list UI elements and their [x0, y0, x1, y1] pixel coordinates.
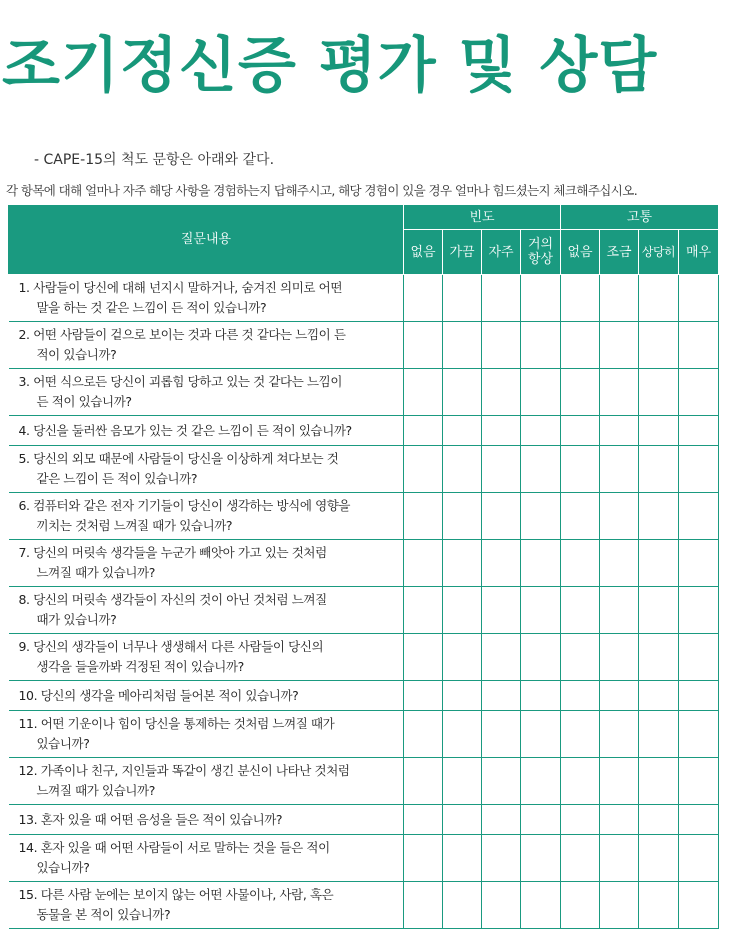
- question-line-2: 말을 하는 것 같은 느낌이 든 적이 있습니까?: [36, 300, 267, 315]
- question-line-1: 3. 어떤 식으로든 당신이 괴롭힘 당하고 있는 것 같다는 느낌이: [18, 374, 342, 389]
- frequency-answer-cell[interactable]: [482, 835, 521, 882]
- question-line-1: 1. 사람들이 당신에 대해 넌지시 말하거나, 숨겨진 의미로 어떤: [18, 280, 342, 295]
- distress-answer-cell[interactable]: [561, 446, 600, 493]
- frequency-option-header: 가끔: [443, 230, 482, 275]
- frequency-answer-cell[interactable]: [482, 416, 521, 446]
- question-text-cell: [9, 493, 404, 540]
- distress-answer-cell[interactable]: [639, 369, 679, 416]
- question-row: [9, 805, 719, 835]
- frequency-answer-cell[interactable]: [521, 416, 561, 446]
- frequency-answer-cell[interactable]: [443, 882, 482, 929]
- distress-answer-cell[interactable]: [679, 587, 719, 634]
- question-line-2: 생각을 들을까봐 걱정된 적이 있습니까?: [36, 659, 244, 674]
- frequency-answer-cell[interactable]: [404, 711, 443, 758]
- distress-answer-cell[interactable]: [679, 835, 719, 882]
- distress-answer-cell[interactable]: [639, 493, 679, 540]
- question-text-cell: [9, 882, 404, 929]
- question-line-1: 2. 어떤 사람들이 겉으로 보이는 것과 다른 것 같다는 느낌이 든: [18, 327, 346, 342]
- frequency-answer-cell[interactable]: [482, 493, 521, 540]
- distress-answer-cell[interactable]: [561, 369, 600, 416]
- question-text-cell: [9, 835, 404, 882]
- frequency-answer-cell[interactable]: [404, 540, 443, 587]
- distress-answer-cell[interactable]: [639, 446, 679, 493]
- distress-answer-cell[interactable]: [561, 493, 600, 540]
- frequency-answer-cell[interactable]: [443, 369, 482, 416]
- distress-answer-cell[interactable]: [561, 681, 600, 711]
- distress-answer-cell[interactable]: [639, 416, 679, 446]
- frequency-answer-cell[interactable]: [482, 711, 521, 758]
- question-row: [9, 416, 719, 446]
- frequency-answer-cell[interactable]: [521, 882, 561, 929]
- frequency-answer-cell[interactable]: [521, 758, 561, 805]
- frequency-answer-cell[interactable]: [443, 805, 482, 835]
- frequency-answer-cell[interactable]: [404, 446, 443, 493]
- distress-answer-cell[interactable]: [600, 369, 639, 416]
- question-text-cell: [9, 322, 404, 369]
- frequency-answer-cell[interactable]: [521, 634, 561, 681]
- frequency-answer-cell[interactable]: [521, 805, 561, 835]
- question-line-1: 4. 당신을 둘러싼 음모가 있는 것 같은 느낌이 든 적이 있습니까?: [18, 422, 352, 438]
- frequency-answer-cell[interactable]: [404, 634, 443, 681]
- question-line-1: 12. 가족이나 친구, 지인들과 똑같이 생긴 분신이 나타난 것처럼: [18, 763, 350, 778]
- frequency-answer-cell[interactable]: [404, 587, 443, 634]
- question-row: [9, 540, 719, 587]
- distress-answer-cell[interactable]: [679, 369, 719, 416]
- distress-answer-cell[interactable]: [600, 493, 639, 540]
- distress-answer-cell[interactable]: [600, 882, 639, 929]
- frequency-answer-cell[interactable]: [404, 322, 443, 369]
- distress-answer-cell[interactable]: [561, 275, 600, 322]
- frequency-answer-cell[interactable]: [443, 446, 482, 493]
- distress-answer-cell[interactable]: [561, 416, 600, 446]
- question-line-1: 7. 당신의 머릿속 생각들을 누군가 빼앗아 가고 있는 것처럼: [18, 545, 327, 560]
- frequency-answer-cell[interactable]: [443, 835, 482, 882]
- question-line-1: 10. 당신의 생각을 메아리처럼 들어본 적이 있습니까?: [18, 687, 299, 703]
- frequency-answer-cell[interactable]: [482, 882, 521, 929]
- distress-answer-cell[interactable]: [679, 758, 719, 805]
- question-row: [9, 275, 719, 322]
- question-text-cell: [9, 681, 404, 711]
- frequency-answer-cell[interactable]: [443, 634, 482, 681]
- frequency-answer-cell[interactable]: [482, 369, 521, 416]
- question-line-1: 15. 다른 사람 눈에는 보이지 않는 어떤 사물이나, 사람, 혹은: [18, 887, 334, 902]
- frequency-answer-cell[interactable]: [482, 805, 521, 835]
- question-line-2: 같은 느낌이 든 적이 있습니까?: [36, 471, 198, 486]
- distress-answer-cell[interactable]: [679, 882, 719, 929]
- frequency-answer-cell[interactable]: [404, 275, 443, 322]
- frequency-answer-cell[interactable]: [521, 322, 561, 369]
- question-row: [9, 634, 719, 681]
- distress-answer-cell[interactable]: [679, 540, 719, 587]
- page-title: 조기정신증 평가 및 상담: [2, 31, 658, 101]
- distress-answer-cell[interactable]: [600, 805, 639, 835]
- question-text-cell: [9, 758, 404, 805]
- question-line-2: 느껴질 때가 있습니까?: [36, 565, 155, 580]
- frequency-answer-cell[interactable]: [443, 758, 482, 805]
- distress-answer-cell[interactable]: [679, 275, 719, 322]
- frequency-answer-cell[interactable]: [404, 681, 443, 711]
- question-row: [9, 493, 719, 540]
- question-line-2: 때가 있습니까?: [36, 612, 117, 627]
- frequency-group-header: 빈도: [404, 205, 561, 230]
- frequency-answer-cell[interactable]: [521, 681, 561, 711]
- distress-answer-cell[interactable]: [639, 540, 679, 587]
- distress-answer-cell[interactable]: [679, 446, 719, 493]
- frequency-answer-cell[interactable]: [443, 587, 482, 634]
- distress-group-header: 고통: [561, 205, 719, 230]
- distress-answer-cell[interactable]: [600, 835, 639, 882]
- distress-answer-cell[interactable]: [639, 634, 679, 681]
- distress-answer-cell[interactable]: [639, 681, 679, 711]
- distress-answer-cell[interactable]: [639, 587, 679, 634]
- question-row: [9, 369, 719, 416]
- frequency-answer-cell[interactable]: [521, 587, 561, 634]
- frequency-answer-cell[interactable]: [521, 369, 561, 416]
- question-list: [9, 275, 719, 929]
- distress-answer-cell[interactable]: [561, 634, 600, 681]
- question-text-cell: [9, 634, 404, 681]
- distress-answer-cell[interactable]: [600, 416, 639, 446]
- frequency-answer-cell[interactable]: [443, 493, 482, 540]
- frequency-answer-cell[interactable]: [404, 882, 443, 929]
- frequency-option-header: 없음: [404, 230, 443, 275]
- question-row: [9, 322, 719, 369]
- frequency-answer-cell[interactable]: [404, 805, 443, 835]
- distress-answer-cell[interactable]: [679, 634, 719, 681]
- frequency-answer-cell[interactable]: [521, 446, 561, 493]
- distress-answer-cell[interactable]: [600, 711, 639, 758]
- frequency-answer-cell[interactable]: [443, 540, 482, 587]
- frequency-answer-cell[interactable]: [482, 758, 521, 805]
- distress-option-header: 상당히: [639, 230, 679, 275]
- cape-15-table: [8, 204, 719, 929]
- distress-answer-cell[interactable]: [639, 882, 679, 929]
- frequency-answer-cell[interactable]: [482, 587, 521, 634]
- distress-answer-cell[interactable]: [600, 322, 639, 369]
- distress-answer-cell[interactable]: [561, 758, 600, 805]
- question-text-cell: [9, 540, 404, 587]
- frequency-answer-cell[interactable]: [404, 416, 443, 446]
- distress-answer-cell[interactable]: [679, 711, 719, 758]
- distress-answer-cell[interactable]: [600, 758, 639, 805]
- frequency-answer-cell[interactable]: [443, 711, 482, 758]
- question-row: [9, 711, 719, 758]
- distress-answer-cell[interactable]: [639, 711, 679, 758]
- question-line-1: 5. 당신의 외모 때문에 사람들이 당신을 이상하게 쳐다보는 것: [18, 451, 339, 466]
- distress-answer-cell[interactable]: [679, 416, 719, 446]
- question-line-1: 8. 당신의 머릿속 생각들이 자신의 것이 아닌 것처럼 느껴질: [18, 592, 327, 607]
- question-line-1: 6. 컴퓨터와 같은 전자 기기들이 당신이 생각하는 방식에 영향을: [18, 498, 351, 513]
- frequency-option-header: 자주: [482, 230, 521, 275]
- question-text-cell: [9, 446, 404, 493]
- frequency-answer-cell[interactable]: [404, 369, 443, 416]
- distress-answer-cell[interactable]: [600, 446, 639, 493]
- frequency-option-header: [521, 230, 561, 275]
- question-line-1: 14. 혼자 있을 때 어떤 사람들이 서로 말하는 것을 들은 적이: [18, 840, 330, 855]
- distress-answer-cell[interactable]: [561, 805, 600, 835]
- frequency-answer-cell[interactable]: [521, 493, 561, 540]
- distress-answer-cell[interactable]: [561, 835, 600, 882]
- question-row: [9, 587, 719, 634]
- frequency-answer-cell[interactable]: [443, 681, 482, 711]
- question-line-1: 9. 당신의 생각들이 너무나 생생해서 다른 사람들이 당신의: [18, 639, 324, 654]
- distress-answer-cell[interactable]: [679, 322, 719, 369]
- distress-option-header: 매우: [679, 230, 719, 275]
- question-row: [9, 835, 719, 882]
- question-row: [9, 681, 719, 711]
- distress-answer-cell[interactable]: [679, 805, 719, 835]
- distress-answer-cell[interactable]: [600, 587, 639, 634]
- frequency-answer-cell[interactable]: [404, 835, 443, 882]
- distress-answer-cell[interactable]: [600, 681, 639, 711]
- distress-answer-cell[interactable]: [639, 275, 679, 322]
- distress-option-header: 조금: [600, 230, 639, 275]
- distress-answer-cell[interactable]: [600, 634, 639, 681]
- frequency-answer-cell[interactable]: [404, 758, 443, 805]
- frequency-answer-cell[interactable]: [443, 322, 482, 369]
- distress-answer-cell[interactable]: [561, 587, 600, 634]
- distress-answer-cell[interactable]: [679, 493, 719, 540]
- frequency-answer-cell[interactable]: [482, 446, 521, 493]
- question-line-2: 느껴질 때가 있습니까?: [36, 783, 155, 798]
- question-line-2: 동물을 본 적이 있습니까?: [36, 907, 171, 922]
- question-line-2: 있습니까?: [36, 860, 90, 875]
- frequency-answer-cell[interactable]: [482, 634, 521, 681]
- distress-answer-cell[interactable]: [561, 882, 600, 929]
- frequency-answer-cell[interactable]: [521, 711, 561, 758]
- distress-answer-cell[interactable]: [561, 540, 600, 587]
- question-column-header: 질문내용: [9, 205, 404, 275]
- distress-answer-cell[interactable]: [600, 275, 639, 322]
- distress-answer-cell[interactable]: [679, 681, 719, 711]
- question-text-cell: [9, 275, 404, 322]
- distress-answer-cell[interactable]: [561, 711, 600, 758]
- frequency-answer-cell[interactable]: [443, 416, 482, 446]
- question-text-cell: [9, 805, 404, 835]
- distress-answer-cell[interactable]: [639, 322, 679, 369]
- frequency-option-label: 거의 항상: [527, 237, 554, 267]
- question-line-1: 11. 어떤 기운이나 힘이 당신을 통제하는 것처럼 느껴질 때가: [18, 716, 335, 731]
- distress-answer-cell[interactable]: [600, 540, 639, 587]
- question-row: [9, 882, 719, 929]
- frequency-answer-cell[interactable]: [521, 835, 561, 882]
- distress-answer-cell[interactable]: [639, 835, 679, 882]
- distress-answer-cell[interactable]: [561, 322, 600, 369]
- distress-answer-cell[interactable]: [639, 758, 679, 805]
- frequency-answer-cell[interactable]: [443, 275, 482, 322]
- instruction-text: 각 항목에 대해 얼마나 자주 해당 사항을 경험하는지 답해주시고, 해당 경험이 있을 경우 얼마나 힘드셨는지 체크해주십시오.: [6, 183, 638, 198]
- frequency-answer-cell[interactable]: [482, 681, 521, 711]
- frequency-answer-cell[interactable]: [521, 540, 561, 587]
- frequency-answer-cell[interactable]: [482, 275, 521, 322]
- question-line-2: 있습니까?: [36, 736, 90, 751]
- question-text-cell: [9, 369, 404, 416]
- frequency-answer-cell[interactable]: [404, 493, 443, 540]
- distress-option-header: 없음: [561, 230, 600, 275]
- scale-note: - CAPE-15의 척도 문항은 아래와 같다.: [34, 152, 275, 168]
- distress-answer-cell[interactable]: [639, 805, 679, 835]
- question-line-2: 끼치는 것처럼 느껴질 때가 있습니까?: [36, 518, 233, 533]
- frequency-answer-cell[interactable]: [482, 322, 521, 369]
- frequency-answer-cell[interactable]: [521, 275, 561, 322]
- question-text-cell: [9, 416, 404, 446]
- question-text-cell: [9, 587, 404, 634]
- question-text-cell: [9, 711, 404, 758]
- question-line-2: 적이 있습니까?: [36, 347, 117, 362]
- question-line-2: 든 적이 있습니까?: [36, 394, 132, 409]
- question-row: [9, 446, 719, 493]
- frequency-answer-cell[interactable]: [482, 540, 521, 587]
- question-row: [9, 758, 719, 805]
- question-line-1: 13. 혼자 있을 때 어떤 음성을 들은 적이 있습니까?: [18, 811, 283, 827]
